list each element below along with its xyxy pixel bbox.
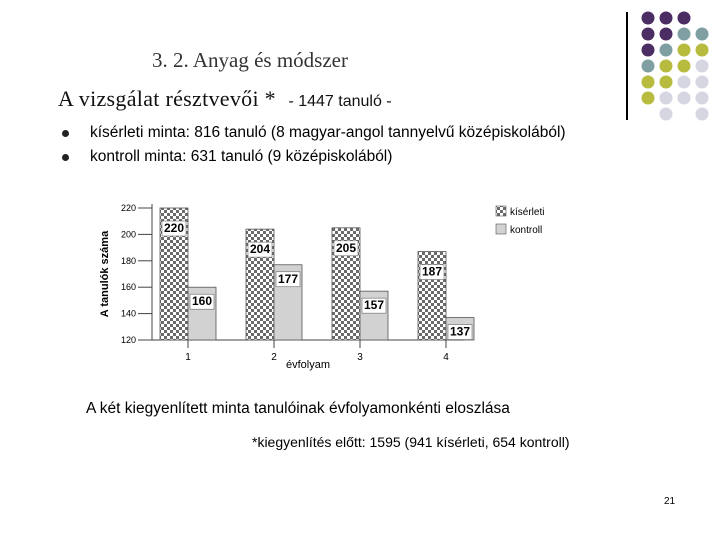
decorative-dot xyxy=(660,44,673,57)
decorative-dot xyxy=(642,28,655,41)
decorative-dot xyxy=(642,92,655,105)
decorative-dot xyxy=(678,60,691,73)
x-tick-label: 1 xyxy=(185,352,191,363)
decorative-dot xyxy=(696,44,709,57)
bullet-text: kísérleti minta: 816 tanuló (8 magyar-angol tannyelvű középiskolából) xyxy=(90,124,566,141)
decorative-dot xyxy=(696,76,709,89)
decorative-dot xyxy=(660,108,673,121)
decorative-dot-grid xyxy=(640,12,716,122)
x-axis-title: évfolyam xyxy=(285,359,331,371)
decorative-dot xyxy=(678,28,691,41)
x-tick-label: 3 xyxy=(357,352,363,363)
data-label-kontroll: 177 xyxy=(277,271,299,286)
x-tick-label: 4 xyxy=(443,352,449,363)
y-tick-label: 220 xyxy=(120,203,136,213)
decorative-dot xyxy=(642,12,655,25)
legend-swatch-kiserleti xyxy=(496,206,506,216)
legend-label-kiserleti: kísérleti xyxy=(510,207,545,218)
data-label-kontroll: 160 xyxy=(191,294,213,309)
data-label-kiserleti: 205 xyxy=(335,240,357,255)
decorative-dot xyxy=(660,92,673,105)
legend-swatch-kontroll xyxy=(496,224,506,234)
decorative-dot xyxy=(660,76,673,89)
chart-caption: A két kiegyenlített minta tanulóinak évfolyamonkénti eloszlása xyxy=(86,400,510,417)
bullet-item-control xyxy=(62,148,566,172)
data-label-kiserleti: 220 xyxy=(163,221,185,235)
decorative-dot xyxy=(642,76,655,89)
slide-heading xyxy=(58,86,392,112)
y-tick-label: 160 xyxy=(120,282,136,293)
section-title: 3. 2. Anyag és módszer xyxy=(152,48,348,72)
legend-label-kontroll: kontroll xyxy=(510,225,543,236)
bullet-text: kontroll minta: 631 tanuló (9 középiskolából) xyxy=(90,148,393,165)
data-label-kontroll: 137 xyxy=(449,324,471,339)
decorative-dot xyxy=(696,108,709,121)
data-label-kontroll: 157 xyxy=(363,298,385,313)
decorative-dot xyxy=(678,92,691,105)
decorative-dot xyxy=(642,44,655,57)
heading-sub: - 1447 tanuló - xyxy=(288,93,392,110)
decorative-vertical-line xyxy=(626,12,628,120)
decorative-dot xyxy=(696,60,709,73)
footnote: *kiegyenlítés előtt: 1595 (941 kísérleti, 654 kontroll) xyxy=(252,434,570,450)
x-tick-label: 2 xyxy=(271,352,277,363)
page-number: 21 xyxy=(664,496,676,507)
y-tick-label: 180 xyxy=(120,255,136,266)
y-tick-label: 200 xyxy=(120,229,136,240)
y-axis-title: A tanulók száma xyxy=(99,230,111,318)
bullet-dot-icon xyxy=(62,130,69,137)
data-label-kiserleti: 204 xyxy=(249,242,271,257)
bullet-list xyxy=(62,124,566,172)
decorative-dot xyxy=(696,28,709,41)
bullet-item-experimental xyxy=(62,124,566,148)
y-tick-label: 120 xyxy=(120,335,136,345)
heading-main: A vizsgálat résztvevői * xyxy=(58,86,276,111)
bullet-dot-icon xyxy=(62,154,69,161)
bar-chart xyxy=(92,192,545,374)
decorative-dot xyxy=(660,12,673,25)
decorative-dot xyxy=(678,44,691,57)
decorative-dot xyxy=(660,60,673,73)
data-label-kiserleti: 187 xyxy=(421,264,443,279)
decorative-dot xyxy=(696,92,709,105)
decorative-dot xyxy=(678,76,691,89)
decorative-dot xyxy=(660,28,673,41)
decorative-dot xyxy=(642,60,655,73)
y-tick-label: 140 xyxy=(120,308,136,319)
decorative-dot xyxy=(678,12,691,25)
